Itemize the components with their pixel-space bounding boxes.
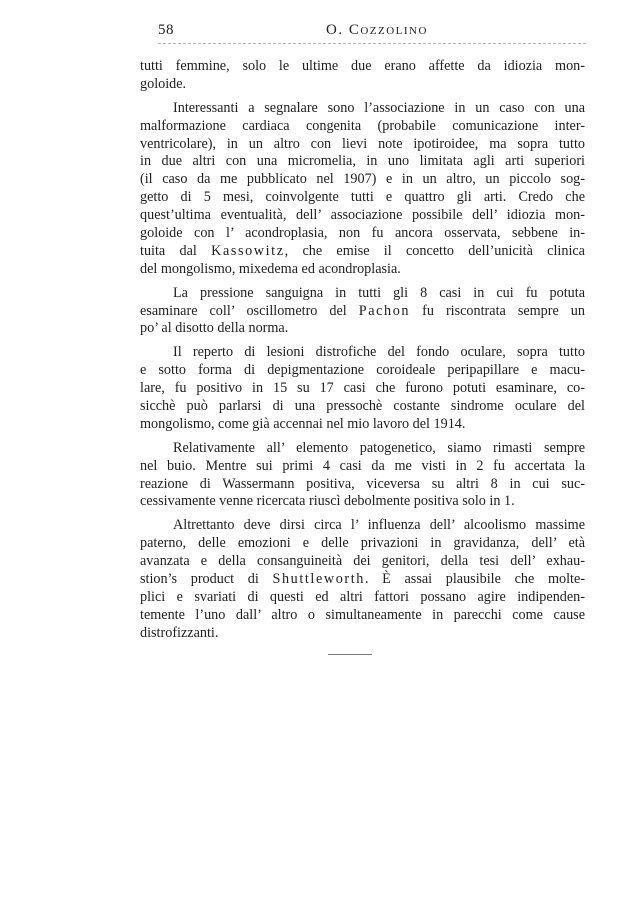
text-line: del mongolismo, mixedema ed acondroplasia. xyxy=(140,260,401,277)
text-line xyxy=(140,571,585,589)
text-line: reazione di Wassermann positiva, viceversa su altri 8 in cui suc- xyxy=(140,475,585,492)
running-head: O. Cozzolino xyxy=(326,22,428,38)
text-line: avanzata e della consanguineità dei genitori, della tesi dell’ exhau- xyxy=(140,553,585,570)
text-line: plici e svariati di questi ed altri fattori possano agire indipenden- xyxy=(140,588,585,605)
paragraph-1 xyxy=(140,58,585,94)
text-line xyxy=(140,303,585,321)
header-rule xyxy=(158,43,586,44)
paragraph-4 xyxy=(140,344,585,433)
author-name-pachon: Pachon xyxy=(358,302,411,319)
text-line: getto di 5 mesi, coinvolgente tutti e quattro gli arti. Credo che xyxy=(140,189,585,206)
text-segment: tuita dal xyxy=(140,242,212,259)
text-line: nel buio. Mentre sui primi 4 casi da me visti in 2 fu accertata la xyxy=(140,457,585,474)
text-line: po’ al disotto della norma. xyxy=(140,320,289,337)
text-line: tutti femmine, solo le ultime due erano affette da idiozia mon- xyxy=(140,58,585,74)
text-line: ventricolare), in un altro con lievi note ipotiroidee, ma sopra tutto xyxy=(140,135,585,152)
text-line xyxy=(140,243,585,261)
page-number: 58 xyxy=(158,22,174,38)
author-name-kassowitz: Kassowitz xyxy=(211,242,285,259)
text-segment: esaminare coll’ oscillometro del xyxy=(140,302,359,319)
paragraph-6 xyxy=(140,517,585,642)
text-line: temente l’uno dall’ altro o simultaneamente in parecchi come cause xyxy=(140,606,585,623)
text-line: Il reperto di lesioni distrofiche del fondo oculare, sopra tutto xyxy=(173,344,585,361)
text-line: paterno, delle emozioni e delle privazioni in gravidanza, dell’ età xyxy=(140,535,585,552)
text-line: (il caso da me pubblicato nel 1907) e in un altro, un piccolo sog- xyxy=(140,171,585,188)
text-line: lare, fu positivo in 15 su 17 casi che furono potuti esaminare, co- xyxy=(140,380,585,397)
text-line: Relativamente all’ elemento patogenetico, siamo rimasti sempre xyxy=(173,439,585,456)
text-line: Altrettanto deve dirsi circa l’ influenza dell’ alcoolismo massime xyxy=(173,517,585,534)
author-name-shuttleworth: Shuttleworth xyxy=(272,571,365,588)
page-header xyxy=(158,22,588,44)
text-segment: fu riscontrata sempre un xyxy=(410,302,585,319)
section-end-rule xyxy=(328,654,372,655)
body-text xyxy=(140,58,585,649)
text-line: goloide con l’ acondroplasia, non fu ancora osservata, sebbene in- xyxy=(140,225,585,242)
text-line: La pressione sanguigna in tutti gli 8 casi in cui fu potuta xyxy=(173,284,585,301)
text-line: e sotto forma di depigmentazione coroideale peripapillare e macu- xyxy=(140,362,585,379)
text-line: cessivamente venne ricercata riuscì debolmente positiva solo in 1. xyxy=(140,493,515,510)
text-line: malformazione cardiaca congenita (probabile comunicazione inter- xyxy=(140,117,585,134)
text-line: Interessanti a segnalare sono l’associazione in un caso con una xyxy=(173,99,585,116)
paragraph-3 xyxy=(140,285,585,339)
text-segment: , che emise il concetto dell’unicità clinica xyxy=(284,242,585,259)
text-segment: . È assai plausibile che molte- xyxy=(364,571,585,588)
text-line: mongolismo, come già accennai nel mio lavoro del 1914. xyxy=(140,415,466,432)
paragraph-2 xyxy=(140,100,585,279)
text-line: sicchè può parlarsi di una pressochè costante sindrome oculare del xyxy=(140,398,585,415)
paragraph-5 xyxy=(140,440,585,512)
text-segment: stion’s product di xyxy=(140,571,273,588)
text-line: distrofizzanti. xyxy=(140,624,219,641)
text-line: goloide. xyxy=(140,75,187,92)
text-line: quest’ultima eventualità, dell’ associazione possibile dell’ idiozia mon- xyxy=(140,207,585,224)
text-line: in due altri con una micromelia, in uno limitata agli arti superiori xyxy=(140,153,585,170)
